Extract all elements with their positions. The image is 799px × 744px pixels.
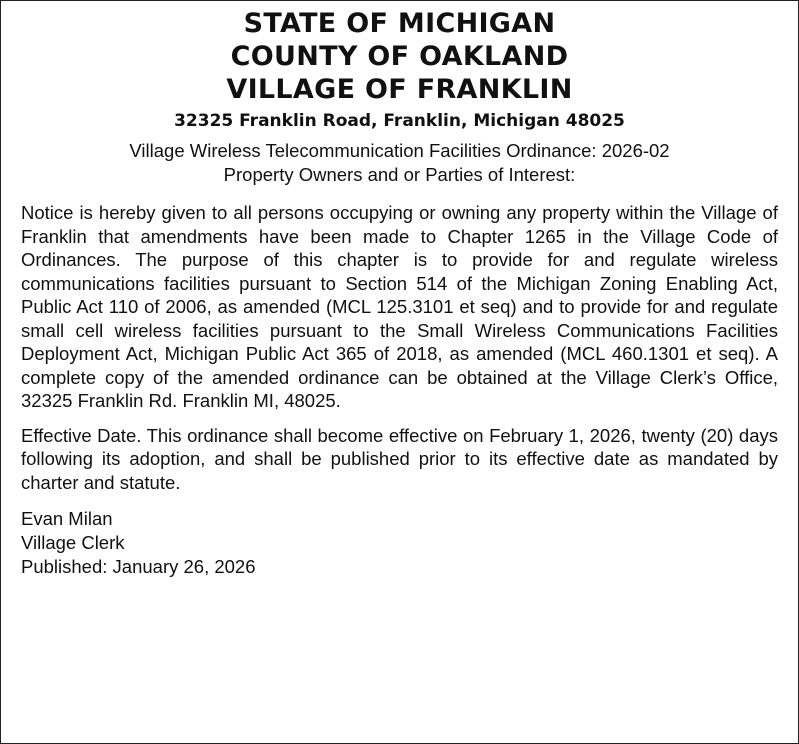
state-heading: STATE OF MICHIGAN — [243, 8, 556, 39]
published-date: Published: January 26, 2026 — [21, 556, 256, 577]
signature-block — [21, 507, 778, 579]
clerk-title: Village Clerk — [21, 532, 125, 553]
village-address: 32325 Franklin Road, Franklin, Michigan 48025 — [174, 111, 625, 131]
ordinance-title: Village Wireless Telecommunication Facilities Ordinance: 2026-02 — [129, 140, 670, 161]
county-heading: COUNTY OF OAKLAND — [230, 41, 569, 72]
effective-date-paragraph: Effective Date. This ordinance shall become effective on February 1, 2026, twenty (20) days following its adoption, and shall be published prior to its effective date as mandated by charter and statute. — [21, 424, 778, 493]
notice-paragraph: Notice is hereby given to all persons occupying or owning any property within the Village of Franklin that amendments have been made to Chapter 1265 in the Village Code of Ordinances. The purpose of this chapter is to provide for and regulate wireless communications facilities pursuant to Section 514 of the Michigan Zoning Enabling Act, Public Act 110 of 2006, as amended (MCL 125.3101 et seq) and to provide for and regulate small cell wireless facilities pursuant to the Small Wireless Communications Facilities Deployment Act, Michigan Public Act 365 of 2018, as amended (MCL 460.1301 et seq). A complete copy of the amended ordinance can be obtained at the Village Clerk’s Office, 32325 Franklin Rd. Franklin MI, 48025. — [21, 202, 778, 411]
clerk-name: Evan Milan — [21, 508, 113, 529]
audience-line: Property Owners and or Parties of Interest: — [223, 164, 576, 185]
village-heading: VILLAGE OF FRANKLIN — [226, 74, 573, 105]
